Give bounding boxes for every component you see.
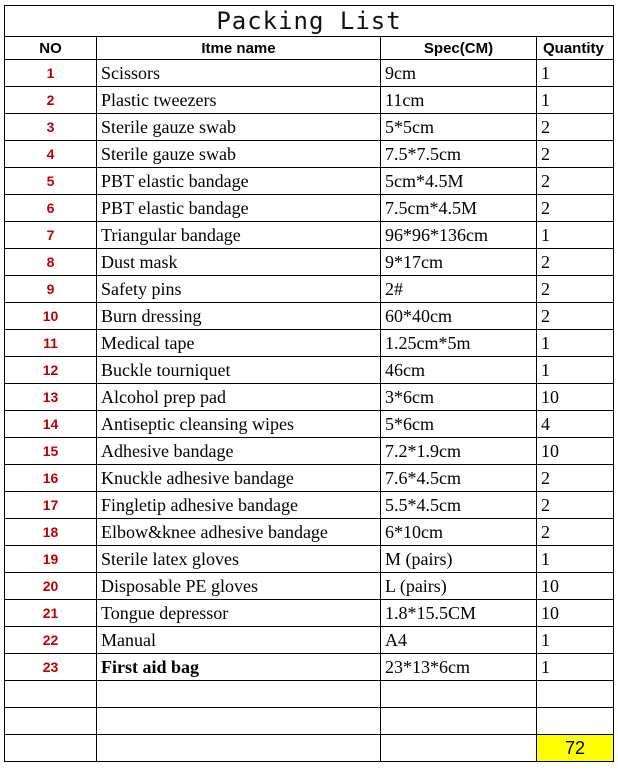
- item-spec: 46cm: [381, 357, 537, 384]
- item-name: Elbow&knee adhesive bandage: [97, 519, 381, 546]
- empty-cell: [5, 708, 97, 735]
- item-quantity: 2: [537, 519, 614, 546]
- item-quantity: 1: [537, 357, 614, 384]
- item-name: Medical tape: [97, 330, 381, 357]
- table-row: [5, 114, 614, 141]
- item-quantity: 10: [537, 438, 614, 465]
- row-number: 7: [5, 222, 97, 249]
- item-spec: 3*6cm: [381, 384, 537, 411]
- row-number: 11: [5, 330, 97, 357]
- table-row: [5, 438, 614, 465]
- item-name: Tongue depressor: [97, 600, 381, 627]
- row-number: 2: [5, 87, 97, 114]
- row-number: 6: [5, 195, 97, 222]
- item-name: Scissors: [97, 60, 381, 87]
- item-spec: 5cm*4.5M: [381, 168, 537, 195]
- row-number: 17: [5, 492, 97, 519]
- table-row: [5, 141, 614, 168]
- item-spec: 23*13*6cm: [381, 654, 537, 681]
- item-spec: 5*5cm: [381, 114, 537, 141]
- row-number: 10: [5, 303, 97, 330]
- row-number: 19: [5, 546, 97, 573]
- table-row: [5, 519, 614, 546]
- packing-list-table: [4, 5, 614, 762]
- row-number: 9: [5, 276, 97, 303]
- table-row: [5, 492, 614, 519]
- item-name: Plastic tweezers: [97, 87, 381, 114]
- item-spec: 5.5*4.5cm: [381, 492, 537, 519]
- empty-cell: [381, 708, 537, 735]
- item-name: Alcohol prep pad: [97, 384, 381, 411]
- item-quantity: 2: [537, 141, 614, 168]
- row-number: 4: [5, 141, 97, 168]
- table-row: [5, 465, 614, 492]
- header-spec: Spec(CM): [381, 37, 537, 60]
- item-quantity: 1: [537, 546, 614, 573]
- table-row: [5, 276, 614, 303]
- item-name: Buckle tourniquet: [97, 357, 381, 384]
- item-quantity: 2: [537, 465, 614, 492]
- table-row: [5, 546, 614, 573]
- item-name: Adhesive bandage: [97, 438, 381, 465]
- empty-row: [5, 681, 614, 708]
- table-row: [5, 573, 614, 600]
- item-quantity: 1: [537, 222, 614, 249]
- item-spec: 9cm: [381, 60, 537, 87]
- item-spec: 9*17cm: [381, 249, 537, 276]
- item-spec: 1.8*15.5CM: [381, 600, 537, 627]
- item-quantity: 2: [537, 195, 614, 222]
- empty-cell: [537, 708, 614, 735]
- empty-cell: [5, 681, 97, 708]
- item-quantity: 4: [537, 411, 614, 438]
- row-number: 16: [5, 465, 97, 492]
- item-spec: 7.5*7.5cm: [381, 141, 537, 168]
- item-quantity: 10: [537, 600, 614, 627]
- table-row: [5, 357, 614, 384]
- header-quantity: Quantity: [537, 37, 614, 60]
- row-number: 14: [5, 411, 97, 438]
- page-title: Packing List: [5, 6, 614, 37]
- table-row: [5, 627, 614, 654]
- empty-cell: [381, 735, 537, 762]
- item-name: Sterile latex gloves: [97, 546, 381, 573]
- table-row: [5, 195, 614, 222]
- table-row: [5, 222, 614, 249]
- item-quantity: 1: [537, 654, 614, 681]
- empty-cell: [97, 735, 381, 762]
- table-row: [5, 654, 614, 681]
- item-quantity: 1: [537, 627, 614, 654]
- row-number: 18: [5, 519, 97, 546]
- item-name: Disposable PE gloves: [97, 573, 381, 600]
- row-number: 20: [5, 573, 97, 600]
- item-name: PBT elastic bandage: [97, 195, 381, 222]
- item-name: Dust mask: [97, 249, 381, 276]
- table-row: [5, 168, 614, 195]
- row-number: 12: [5, 357, 97, 384]
- item-spec: 1.25cm*5m: [381, 330, 537, 357]
- item-quantity: 2: [537, 492, 614, 519]
- item-name: Sterile gauze swab: [97, 114, 381, 141]
- title-row: [5, 6, 614, 37]
- table-row: [5, 60, 614, 87]
- empty-cell: [381, 681, 537, 708]
- item-quantity: 2: [537, 114, 614, 141]
- row-number: 8: [5, 249, 97, 276]
- row-number: 1: [5, 60, 97, 87]
- item-quantity: 10: [537, 384, 614, 411]
- item-name: PBT elastic bandage: [97, 168, 381, 195]
- item-spec: M (pairs): [381, 546, 537, 573]
- empty-cell: [5, 735, 97, 762]
- row-number: 5: [5, 168, 97, 195]
- item-spec: 96*96*136cm: [381, 222, 537, 249]
- item-name: Antiseptic cleansing wipes: [97, 411, 381, 438]
- header-row: [5, 37, 614, 60]
- item-spec: 6*10cm: [381, 519, 537, 546]
- item-quantity: 1: [537, 60, 614, 87]
- item-spec: 5*6cm: [381, 411, 537, 438]
- table-row: [5, 411, 614, 438]
- item-spec: 11cm: [381, 87, 537, 114]
- header-item-name: Itme name: [97, 37, 381, 60]
- item-spec: 7.2*1.9cm: [381, 438, 537, 465]
- item-name: Knuckle adhesive bandage: [97, 465, 381, 492]
- total-quantity: 72: [537, 735, 614, 762]
- item-quantity: 1: [537, 330, 614, 357]
- item-name: Fingletip adhesive bandage: [97, 492, 381, 519]
- item-name: Burn dressing: [97, 303, 381, 330]
- item-quantity: 2: [537, 168, 614, 195]
- item-spec: 7.6*4.5cm: [381, 465, 537, 492]
- table-row: [5, 249, 614, 276]
- table-row: [5, 330, 614, 357]
- item-spec: A4: [381, 627, 537, 654]
- row-number: 15: [5, 438, 97, 465]
- item-quantity: 10: [537, 573, 614, 600]
- item-quantity: 2: [537, 303, 614, 330]
- item-name: Safety pins: [97, 276, 381, 303]
- row-number: 22: [5, 627, 97, 654]
- row-number: 13: [5, 384, 97, 411]
- empty-cell: [97, 681, 381, 708]
- item-spec: L (pairs): [381, 573, 537, 600]
- item-name: First aid bag: [97, 654, 381, 681]
- item-spec: 60*40cm: [381, 303, 537, 330]
- item-name: Triangular bandage: [97, 222, 381, 249]
- table-row: [5, 87, 614, 114]
- header-no: NO: [5, 37, 97, 60]
- item-quantity: 2: [537, 276, 614, 303]
- empty-row: [5, 708, 614, 735]
- row-number: 3: [5, 114, 97, 141]
- item-name: Manual: [97, 627, 381, 654]
- table-row: [5, 600, 614, 627]
- empty-cell: [537, 681, 614, 708]
- empty-cell: [97, 708, 381, 735]
- item-quantity: 1: [537, 87, 614, 114]
- row-number: 21: [5, 600, 97, 627]
- item-name: Sterile gauze swab: [97, 141, 381, 168]
- total-row: [5, 735, 614, 762]
- item-spec: 7.5cm*4.5M: [381, 195, 537, 222]
- table-row: [5, 384, 614, 411]
- table-row: [5, 303, 614, 330]
- packing-list-sheet: [4, 5, 614, 762]
- row-number: 23: [5, 654, 97, 681]
- item-quantity: 2: [537, 249, 614, 276]
- item-spec: 2#: [381, 276, 537, 303]
